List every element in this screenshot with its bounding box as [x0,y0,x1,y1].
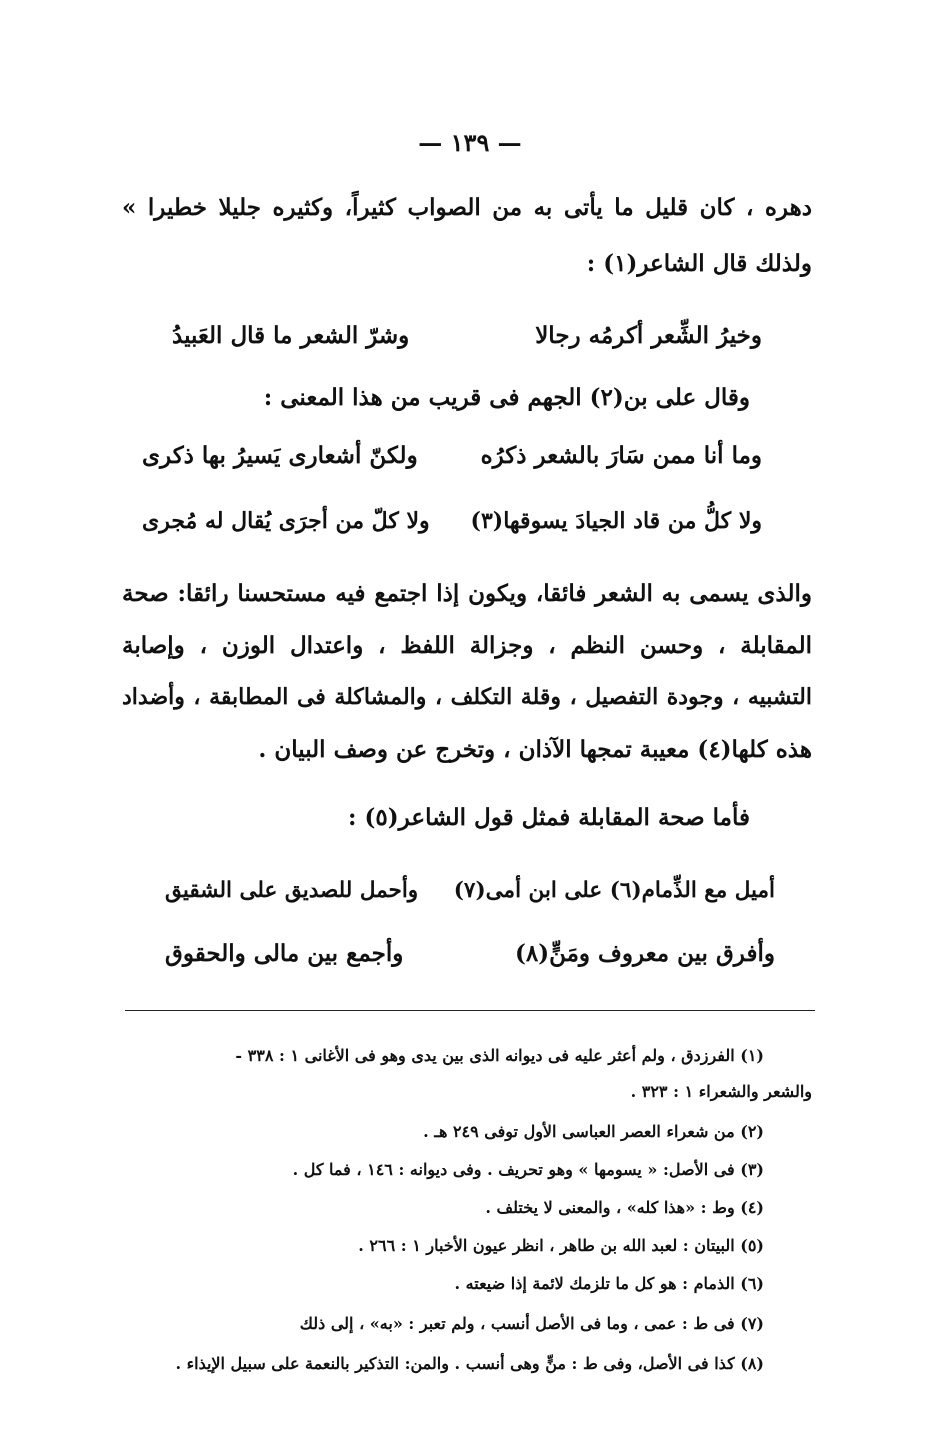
paragraph-line: والذى يسمى به الشعر فائقا، ويكون إذا اجتمع فيه مستحسنا رائقا: صحة [122,580,812,607]
verse-first-hemistich: وخيرُ الشِّعر أكرمُه رجالا [535,322,762,349]
paragraph-line: دهره ، كان قليل ما يأتى به من الصواب كثيراً، وكثيره جليلا خطيرا » [122,194,812,221]
footnote: (٦) الذمام : هو كل ما تلزمك لائمة إذا ضيعته . [454,1274,764,1293]
verse-line [142,508,762,548]
verse-first-hemistich: ولا كلُّ من قاد الجيادَ يسوقها(٣) [470,508,762,534]
footnote: (٣) فى الأصل: « يسومها » وهو تحريف . وفى ديوانه : ١٤٦ ، فما كل . [292,1160,764,1179]
footnote: (٤) وط : «هذا كله» ، والمعنى لا يختلف . [485,1198,764,1217]
footnote: (٥) البيتان : لعبد الله بن طاهر ، انظر عيون الأخبار ١ : ٢٦٦ . [358,1236,764,1255]
page-number: — ١٣٩ — [418,128,522,157]
verse-line [165,940,775,980]
verse-second-hemistich: وأجمع بين مالى والحقوق [165,940,404,967]
verse-introduction: وقال على بن(٢) الجهم فى قريب من هذا المعنى : [263,384,750,411]
paragraph-line: ولذلك قال الشاعر(١) : [586,250,812,277]
verse-first-hemistich: وما أنا ممن سَارَ بالشعر ذكرُه [480,442,762,469]
paragraph-line: التشبيه ، وجودة التفصيل ، وقلة التكلف ، والمشاكلة فى المطابقة ، وأضداد [122,684,812,710]
verse-second-hemistich: وشرّ الشعر ما قال العَبيدُ [172,322,410,349]
footnote: (٢) من شعراء العصر العباسى الأول توفى ٢٤٩ هـ . [423,1122,764,1141]
verse-line [142,442,762,482]
verse-first-hemistich: أميل مع الذِّمام(٦) على ابن أمى(٧) [453,878,775,903]
footnote: (٨) كذا فى الأصل، وفى ط : منٍّ وهى أنسب . والمن: التذكير بالنعمة على سبيل الإيذاء . [175,1354,764,1373]
footnote-separator [125,1010,815,1011]
verse-second-hemistich: ولكنّ أشعارى يَسيرُ بها ذكرى [142,442,418,469]
verse-introduction: فأما صحة المقابلة فمثل قول الشاعر(٥) : [348,804,750,831]
footnote: (٧) فى ط : عمى ، وما فى الأصل أنسب ، ولم تعبر : «به» ، إلى ذلك [299,1314,764,1333]
paragraph-line: هذه كلها(٤) معيبة تمجها الآذان ، وتخرج عن وصف البيان . [258,736,812,763]
paragraph-line: المقابلة ، وحسن النظم ، وجزالة اللفظ ، واعتدال الوزن ، وإصابة [122,632,812,659]
verse-line [172,322,762,362]
verse-second-hemistich: وأحمل للصديق على الشقيق [165,878,419,903]
verse-first-hemistich: وأفرق بين معروف ومَنٍّ(٨) [514,940,775,967]
verse-second-hemistich: ولا كلّ من أجرَى يُقال له مُجرى [142,508,430,534]
verse-line [165,878,775,918]
footnote: (١) الفرزدق ، ولم أعثر عليه فى ديوانه الذى بين يدى وهو فى الأغانى ١ : ٣٣٨ - [235,1046,764,1065]
footnote-continuation: والشعر والشعراء ١ : ٣٢٣ . [630,1082,812,1101]
